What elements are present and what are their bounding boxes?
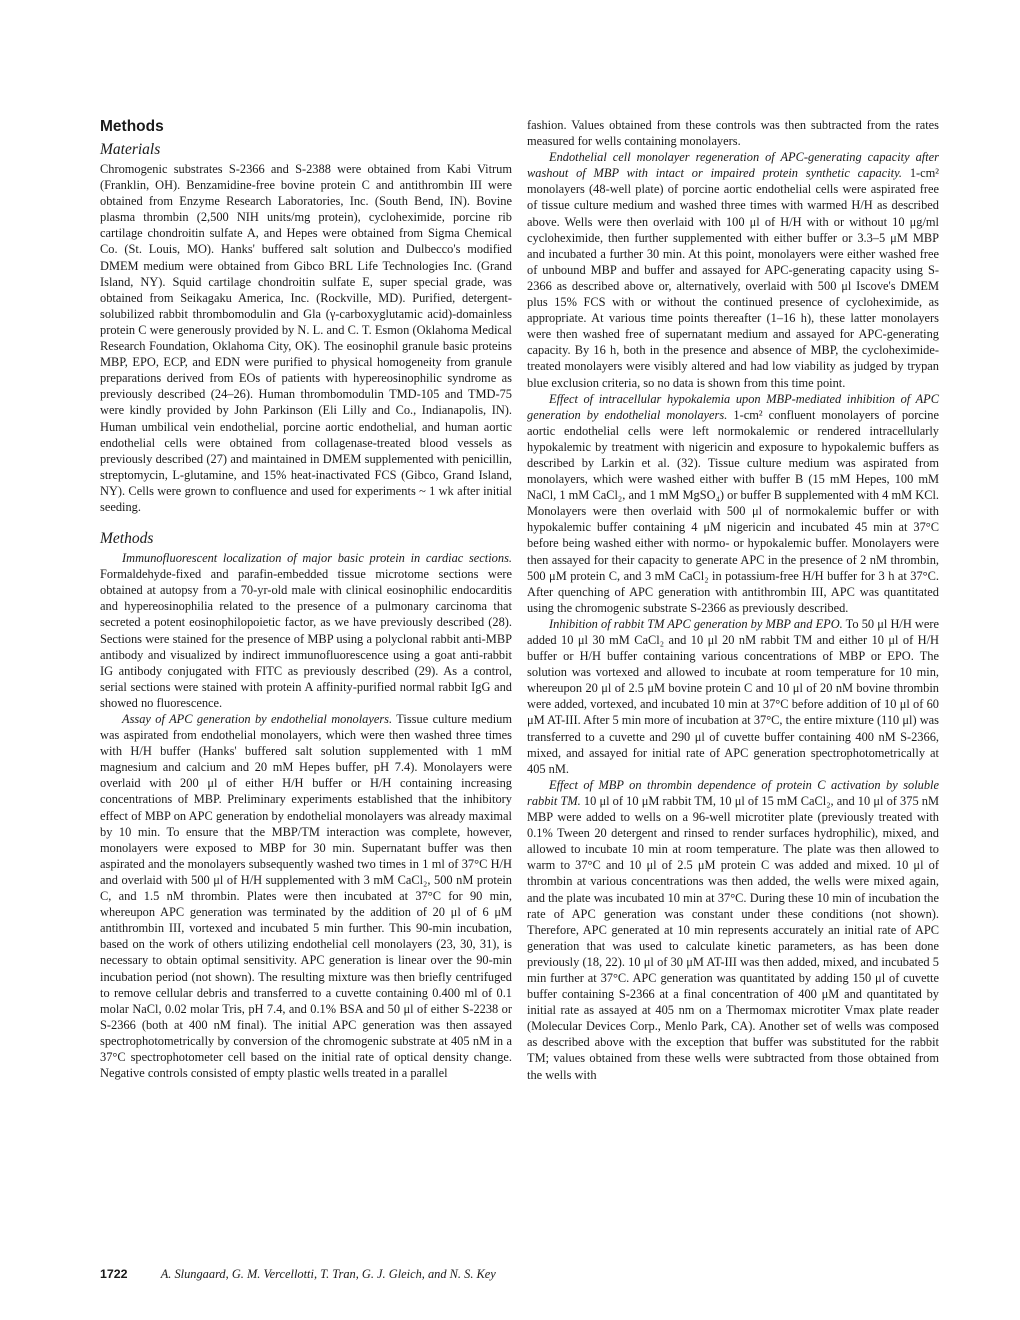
paragraph-lead: Immunofluorescent localization of major basic protein in cardiac sections. xyxy=(122,551,512,566)
paragraph-body: 1-cm² monolayers (48-well plate) of porcine aortic endothelial cells were aspirated free of tissue culture medium and washed three times with warmed H/H as described above. Wells were then overlaid with 100 μl of H/H with or without 10 μg/ml cycloheximide, then further supplemented with either buffer or 3.3–5 μM MBP and incubated a further 30 min. At this point, monolayers were either washed free of unbound MBP and buffer and assayed for APC-generating capacity using S-2366 as described above or, alternatively, overlaid with 500 μl Iscove's DMEM plus 15% FCS with or without the continued presence of cycloheximide, as appropriate. At various time points thereafter (1–16 h), these latter monolayers were then washed free of supernatant medium and assayed for APC-generating capacity. By 16 h, both in the presence and absence of MBP, the cycloheximide-treated monolayers were visibly altered and had low viability as judged by trypan blue exclusion criteria, so no data is shown from this time point. xyxy=(527,166,939,390)
paragraph-lead: Inhibition of rabbit TM APC generation by MBP and EPO. xyxy=(549,616,843,631)
paragraph-body: Tissue culture medium was aspirated from endothelial monolayers, which were then washed three times with H/H buffer (Hanks' buffered salt solution supplemented with 1 mM magnesium and calcium and 20 mM Hepes buffer, pH 7.4). Monolayers were overlaid with 200 μl of either H/H buffer or H/H containing increasing concentrations of MBP. Preliminary experiments established that the inhibitory effect of MBP on APC generation by endothelial monolayers was already maximal by 10 min. To ensure that the MBP/TM interaction was complete, however, monolayers were exposed to MBP for 30 min. Supernatant buffer was then aspirated and the monolayers subsequently washed two times in 1 ml of 37°C H/H and overlaid with 500 μl of H/H supplemented with 3 mM CaCl₂, 500 nM protein C, and 1.5 nM thrombin. Plates were then incubated at 37°C for 90 min, whereupon APC generation was terminated by the addition of 20 μl of 6 μM antithrombin III, vortexed and incubated 5 min further. This 90-min incubation, based on the work of others utilizing endothelial cell monolayers (23, 30, 31), is necessary to obtain optimal sensitivity. APC generation is linear over the 90-min incubation period (not shown). The resulting mixture was then briefly centrifuged to remove cellular debris and transferred to a cuvette containing 0.400 ml of 0.1 molar NaCl, 0.02 molar Tris, pH 7.4, and 0.1% BSA and 50 μl of either S-2238 or S-2366 (both at 400 nM final). The initial APC generation was then assayed spectrophotometrically by conversion of the chromogenic substrate at 405 nM in a 37°C spectrophotometer cell based on the initial rate of optical density change. Negative controls consisted of empty plastic wells treated in a parallel xyxy=(100,712,512,1081)
paragraph-continuation: fashion. Values obtained from these controls was then subtracted from the rates measured for wells containing monolayers. xyxy=(527,118,939,149)
paragraph-lead: Effect of MBP on thrombin dependence of protein C activation by soluble rabbit TM. xyxy=(527,777,939,808)
left-column xyxy=(100,117,512,1081)
paragraph-lead: Effect of intracellular hypokalemia upon MBP-mediated inhibition of APC generation by endothelial monolayers. xyxy=(527,391,939,422)
paragraph-monolayer-regeneration xyxy=(527,149,939,390)
paragraph-lead: Endothelial cell monolayer regeneration of APC-generating capacity after washout of MBP with intact or impaired protein synthetic capacity. xyxy=(527,150,939,181)
running-authors: A. Slungaard, G. M. Vercellotti, T. Tran, G. J. Gleich, and N. S. Key xyxy=(160,1267,496,1281)
section-heading-methods: Methods xyxy=(100,118,164,135)
materials-paragraph: Chromogenic substrates S-2366 and S-2388 were obtained from Kabi Vitrum (Franklin, OH). Benzamidine-free bovine protein C and antithrombin III were obtained from Enzyme Research Laboratories, Inc. (South Bend, IN). Bovine plasma thrombin (2,500 NIH units/mg protein), cycloheximide, porcine rib cartilage chondroitin sulfate A, and Hepes were obtained from Sigma Chemical Co. (St. Louis, MO). Hanks' buffered salt solution and Dulbecco's modified DMEM medium were obtained from Gibco BRL Life Technologies Inc. (Grand Island, NY). Squid cartilage chondroitin sulfate E, super special grade, was obtained from Seikagaku America, Inc. (Rockville, MD). Purified, detergent-solubilized rabbit thrombomodulin and Gla (γ-carboxyglutamic acid)-domainless protein C were generously provided by N. L. and C. T. Esmon (Oklahoma Medical Research Foundation, Oklahoma City, OK). The eosinophil granule basic proteins MBP, EPO, ECP, and EDN were purified to physical homogeneity from granule preparations derived from EOs of patients with hypereosinophilic syndrome as previously described (24–26). Human thrombomodulin TMD-105 and TMD-75 were kindly provided by John Parkinson (Eli Lilly and Co., Indianapolis, IN). Human umbilical vein endothelial, porcine aortic endothelial, and human aortic endothelial cells were obtained from collagenase-treated blood vessels as previously described (27) and maintained in DMEM supplemented with penicillin, streptomycin, L-glutamine, and 15% heat-inactivated FCS (Gibco, Grand Island, NY). Cells were grown to confluence and used for experiments ~ 1 wk after initial seeding. xyxy=(100,162,512,514)
paragraph-hypokalemia xyxy=(527,391,939,616)
paragraph-thrombin-dependence xyxy=(527,777,939,1083)
paragraph-lead: Assay of APC generation by endothelial monolayers. xyxy=(122,712,393,726)
right-column xyxy=(527,117,939,1083)
paragraph-body: 1-cm² confluent monolayers of porcine aortic endothelial cells were left normokalemic or rendered intracellularly hypokalemic by treatment with nigericin and exposure to hypokalemic buffers as described by Larkin et al. (32). Tissue culture medium was aspirated from monolayers, which were washed either with buffer B (15 mM Hepes, 100 mM NaCl, 1 mM CaCl₂, and 1 mM MgSO₄) or buffer B supplemented with 4 mM KCl. Monolayers were then overlaid with 500 μl of normokalemic buffer or with hypokalemic buffer containing 4 μM nigericin and incubated 45 min at 37°C before being washed either with normo- or hypokalemic buffer. Monolayers were then assayed for their capacity to generate APC in the presence of 2 nM thrombin, 500 μM protein C, and 3 mM CaCl₂ in potassium-free H/H buffer for 3 h at 37°C. After quenching of APC generation with antithrombin III, APC was quantitated using the chromogenic substrate S-2366 as previously described. xyxy=(527,407,939,615)
subheading-materials: Materials xyxy=(100,141,161,158)
paragraph-body: Formaldehyde-fixed and parafin-embedded tissue microtome sections were obtained at autopsy from a 70-yr-old male with clinical eosinophilic endocarditis and hypereosinophilia related to the presence of a pulmonary carcinoma that secreted a potent eosinophilopoietic factor, as we have previously described (28). Sections were stained for the presence of MBP using a polyclonal rabbit anti-MBP antibody and visualized by indirect immunofluorescence using a goat anti-rabbit IG antibody conjugated with FITC as previously described (29). As a control, serial sections were stained with protein A affinity-purified normal rabbit IgG and showed no fluorescence. xyxy=(100,567,512,710)
page-number: 1722 xyxy=(100,1267,128,1281)
subheading-methods: Methods xyxy=(100,530,154,548)
paragraph-body: To 50 μl H/H were added 10 μl 30 mM CaCl₂ and 10 μl 20 nM rabbit TM and either 10 μl of H/H buffer or H/H buffer containing various concentrations of MBP or EPO. The solution was vortexed and allowed to incubate at room temperature for 10 min, whereupon 20 μl of 2.5 μM bovine protein C and 10 μl of 20 nM bovine thrombin were added, vortexed, and incubated 10 min at 37°C before addition of 10 μl of 60 μM AT-III. After 5 min more of incubation at 37°C, the entire mixture (110 μl) was transferred to a cuvette and 290 μl of cuvette buffer containing 400 nM S-2366, mixed, and assayed for initial rate of APC generation spectrophotometrically at 405 nM. xyxy=(527,616,939,776)
paragraph-body: 10 μl of 10 μM rabbit TM, 10 μl of 15 mM CaCl₂, and 10 μl of 375 nM MBP were added to wells on a 96-well microtiter plate (previously treated with 0.1% Tween 20 detergent and rinsed to render surfaces hydrophilic), mixed, and allowed to incubate 10 min at room temperature. The plate was then allowed to warm to 37°C and 10 μl of 2.5 μM protein C was added and mixed. 10 μl of thrombin at various concentrations was then added, the wells were mixed again, and the plate was incubated 10 min at 37°C. During these 10 min of incubation the rate of APC generation was constant under these conditions (not shown). Therefore, APC generated at 10 min represents accurately an initial rate of APC generation that was used to calculate kinetic parameters, as has been done previously (18, 22). 10 μl of 30 μM AT-III was then added, mixed, and incubated 5 min further at 37°C. APC generation was quantitated by adding 150 μl of cuvette buffer containing S-2366 at a final concentration of 400 μM and quantitated by initial rate as assayed at 405 nm on a Thermomax microtiter Vmax plate reader (Molecular Devices Corp., Menlo Park, CA). Another set of wells was composed as described above with the exception that buffer was substituted for the rabbit TM; values obtained from these wells were subtracted from those obtained from the wells with xyxy=(527,793,939,1082)
paragraph-rabbit-tm-inhibition xyxy=(527,616,939,777)
paragraph-apc-assay xyxy=(100,711,512,1081)
paragraph-immunofluorescence xyxy=(100,550,512,711)
page-footer xyxy=(100,1266,940,1282)
